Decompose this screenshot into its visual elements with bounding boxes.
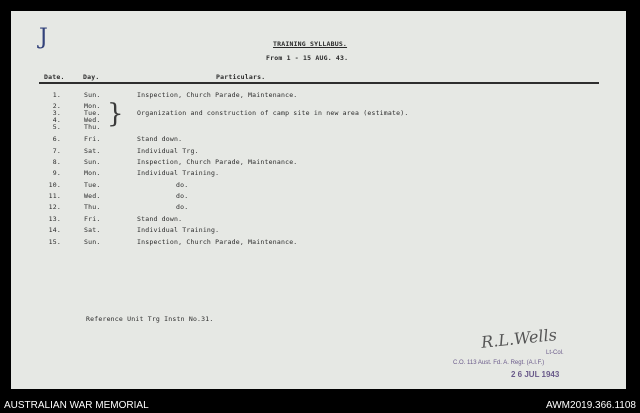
row-day: Thu.	[84, 123, 101, 131]
row-particulars: Stand down.	[137, 135, 183, 143]
row-particulars: Individual Training.	[137, 169, 220, 177]
reference-note: Reference Unit Trg Instn No.31.	[86, 315, 214, 323]
row-particulars: Inspection, Church Parade, Maintenance.	[137, 238, 298, 246]
footer-accession: AWM2019.366.1108	[545, 400, 636, 411]
row-date: 10.	[48, 181, 61, 189]
footer-source: AUSTRALIAN WAR MEMORIAL	[4, 400, 149, 411]
archive-footer	[0, 389, 640, 413]
row-particulars: Stand down.	[137, 215, 183, 223]
stamp-rank: Lt-Col.	[546, 350, 564, 356]
row-date: 14.	[48, 226, 61, 234]
row-date: 9.	[52, 169, 61, 177]
row-day: Thu.	[84, 203, 101, 211]
row-particulars: Inspection, Church Parade, Maintenance.	[137, 158, 298, 166]
row-particulars: do.	[176, 192, 189, 200]
document-page	[11, 11, 626, 389]
stamp-date: 2 6 JUL 1943	[511, 370, 560, 379]
row-particulars: Organization and construction of camp site in new area (estimate).	[137, 109, 409, 117]
row-day: Sun.	[84, 238, 101, 246]
row-day: Fri.	[84, 215, 101, 223]
row-date: 4.	[52, 116, 61, 124]
row-particulars: Individual Trg.	[137, 147, 199, 155]
document-subtitle: From 1 - 15 AUG. 43.	[266, 54, 349, 62]
row-date: 13.	[48, 215, 61, 223]
row-date: 7.	[52, 147, 61, 155]
row-particulars: do.	[176, 181, 189, 189]
header-date: Date.	[44, 73, 65, 81]
row-date: 5.	[52, 123, 61, 131]
brace-bracket: }	[107, 99, 124, 129]
row-date: 8.	[52, 158, 61, 166]
row-particulars: do.	[176, 203, 189, 211]
document-title: TRAINING SYLLABUS.	[273, 40, 348, 48]
row-date: 6.	[52, 135, 61, 143]
row-day: Sat.	[84, 226, 101, 234]
row-day: Wed.	[84, 192, 101, 200]
row-day: Wed.	[84, 116, 101, 124]
row-day: Tue.	[84, 181, 101, 189]
stamp-unit: C.O. 113 Aust. Fd. A. Regt. (A.I.F.)	[453, 360, 545, 366]
corner-mark: J	[39, 25, 48, 50]
row-date: 12.	[48, 203, 61, 211]
row-day: Sun.	[84, 158, 101, 166]
row-date: 2.	[52, 102, 61, 110]
header-particulars: Particulars.	[216, 73, 266, 81]
row-date: 3.	[52, 109, 61, 117]
row-day: Mon.	[84, 169, 101, 177]
row-particulars: Individual Training.	[137, 226, 220, 234]
row-date: 11.	[48, 192, 61, 200]
row-date: 1.	[52, 91, 61, 99]
row-particulars: Inspection, Church Parade, Maintenance.	[137, 91, 298, 99]
header-rule	[39, 82, 599, 84]
row-date: 15.	[48, 238, 61, 246]
row-day: Sat.	[84, 147, 101, 155]
signature: R.L.Wells	[480, 325, 558, 352]
row-day: Sun.	[84, 91, 101, 99]
header-day: Day.	[83, 73, 100, 81]
row-day: Mon.	[84, 102, 101, 110]
row-day: Tue.	[84, 109, 101, 117]
row-day: Fri.	[84, 135, 101, 143]
